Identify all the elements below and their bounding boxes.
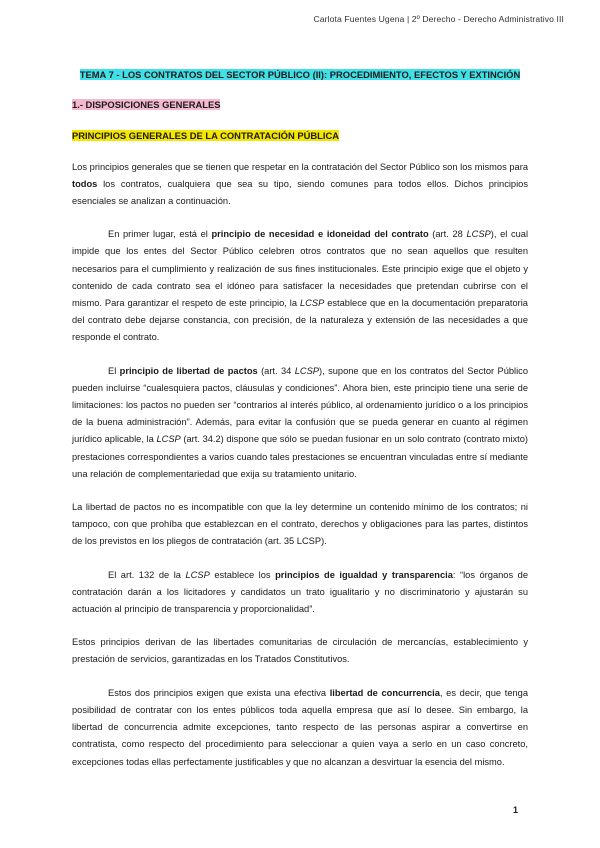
text-run: ), supone que en los contratos del Sector Público pueden incluirse “cualesquiera pactos, cláusulas y condiciones”. Ahora bien, este principio tiene una serie de limitaciones: los pactos no pueden ser “contrarios al interés público, al ordenamiento jurídico o a los principios de la buena administración”. Además, para evitar la confusión que se pueda generar en cuanto al régimen jurídico aplicable, la — [72, 365, 529, 445]
text-run: los contratos, cualquiera que sea su tipo, siendo comunes para todos ellos. Dichos principios esenciales se analizan a continuación. — [72, 178, 528, 207]
page-title — [72, 66, 528, 83]
paragraph-5 — [72, 567, 528, 619]
text-run: En primer lugar, está el — [108, 229, 212, 240]
title-text: TEMA 7 - LOS CONTRATOS DEL SECTOR PÚBLICO (II): PROCEDIMIENTO, EFECTOS Y EXTINCIÓN — [79, 69, 521, 80]
text-run: (art. 28 — [428, 229, 467, 240]
paragraph-1 — [72, 159, 528, 211]
bold-run: principio de libertad de pactos — [119, 365, 258, 376]
text-run: El — [108, 365, 120, 376]
document-body — [72, 66, 528, 787]
italic-run: LCSP — [156, 434, 181, 445]
italic-run: LCSP — [185, 569, 210, 580]
paragraph-4: La libertad de pactos no es incompatible con que la ley determine un contenido mínimo de los contratos; ni tampoco, con que prohíba que establezcan en el contrato, derechos y obligaciones para las partes, distintos de los previstos en los pliegos de contratación (art. 35 LCSP). — [72, 502, 528, 547]
paragraph-2 — [72, 226, 528, 346]
text-run: (art. 34 — [257, 365, 295, 376]
page-number: 1 — [512, 805, 518, 815]
bold-run: principio de necesidad e idoneidad del contrato — [211, 229, 429, 240]
text-run: ), el cual impide que los entes del Sector Público celebren otros contratos que no sean aquellos que resulten necesarios para el cumplimiento y realización de sus fines institucionales. Este principio exige que el objeto y contenido de cada contrato sea el idóneo para satisfacer la necesidades que pretendan cubrirse con el mismo. Para garantizar el respeto de este principio, la — [72, 229, 529, 309]
bold-run: todos — [72, 178, 98, 189]
text-run: establece que en la documentación preparatoria del contrato debe dejarse constancia, con precisión, de la naturaleza y extensión de las necesidades a que responde el contrato. — [72, 298, 528, 343]
page-header: Carlota Fuentes Ugena | 2º Derecho - Derecho Administrativo III — [313, 14, 564, 24]
subsection-heading — [72, 127, 528, 144]
text-run: establece los — [209, 569, 276, 580]
paragraph-7 — [72, 685, 528, 771]
text-run: : “los órganos de contratación darán a los licitadores y candidatos un trato igualitario y no discriminatorio y ajustarán su actuación al principio de transparencia y proporcionalidad”. — [72, 569, 528, 615]
bold-run: libertad de concurrencia — [329, 687, 440, 698]
text-run: (art. 34.2) dispone que sólo se puedan fusionar en un solo contrato (contrato mixto) prestaciones correspondientes a varios cuando tales prestaciones se encuentran vinculadas entre sí mediante una relación de complementariedad que exija su tratamiento unitario. — [72, 434, 528, 479]
paragraph-3 — [72, 363, 528, 483]
text-run: Los principios generales que se tienen que respetar en la contratación del Sector Público son los mismos para — [72, 161, 528, 172]
subsection-heading-text: PRINCIPIOS GENERALES DE LA CONTRATACIÓN PÚBLICA — [72, 130, 340, 142]
bold-run: principios de igualdad y transparencia — [275, 569, 453, 580]
paragraph-6: Estos principios derivan de las libertades comunitarias de circulación de mercancías, establecimiento y prestación de servicios, garantizadas en los Tratados Constitutivos. — [72, 637, 528, 665]
text-run: El art. 132 de la — [108, 569, 186, 580]
text-run: , es decir, que tenga posibilidad de contratar con los entes públicos toda aquella empresa que así lo desee. Sin embargo, la libertad de concurrencia admite excepciones, tanto respecto de las personas aspirar a convertirse en contratista, como respecto del procedimiento para seleccionar a quien vaya a serlo en un caso concreto, excepciones todas ellas perfectamente justificables y que no alcanzan a desvirtuar la esencia del mismo. — [72, 687, 529, 767]
section-heading — [72, 96, 528, 113]
text-run: Estos dos principios exigen que exista una efectiva — [108, 687, 330, 698]
italic-run: LCSP — [294, 365, 320, 376]
italic-run: LCSP — [299, 298, 325, 309]
section-heading-text: 1.- DISPOSICIONES GENERALES — [72, 99, 221, 111]
italic-run: LCSP — [466, 229, 491, 240]
